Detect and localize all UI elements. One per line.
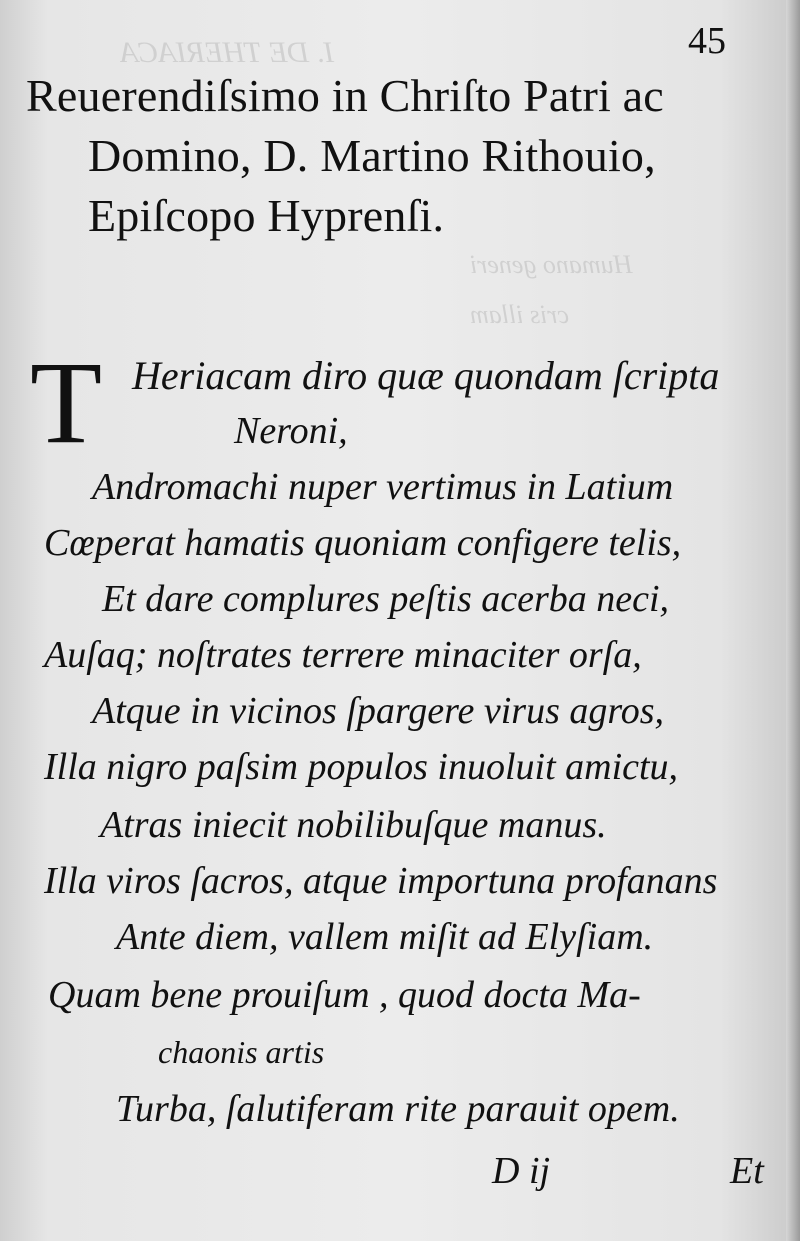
poem-line: Et dare complures peſtis acerba neci, [102,578,670,620]
poem-line: Illa viros ſacros, atque importuna profanans [44,860,718,902]
poem-line: Andromachi nuper vertimus in Latium [92,466,674,508]
drop-cap: T [30,337,103,468]
signature-mark: D ij [492,1150,551,1192]
bleed-through-text: I. DE THERIACA [120,36,335,69]
poem-line: Neroni, [234,410,348,452]
poem-line: chaonis artis [158,1034,325,1070]
poem-line: Auſaq; noſtrates terrere minaciter orſa, [44,634,642,676]
heading-line: Epiſcopo Hyprenſi. [88,190,445,241]
poem-line: Turba, ſalutiferam rite parauit opem. [116,1088,680,1130]
poem-line: Atque in vicinos ſpargere virus agros, [92,690,665,732]
poem-line: Cœperat hamatis quoniam configere telis, [44,522,682,564]
poem-line: Atras iniecit nobilibuſque manus. [100,804,607,846]
bleed-through-text: cris illam [470,300,569,329]
poem-line: Quam bene prouiſum , quod docta Ma- [48,974,641,1016]
catchword: Et [730,1150,764,1192]
bleed-through-text: Humano generi [470,250,633,279]
heading-line: Reuerendiſsimo in Chriſto Patri ac [26,70,664,121]
heading-line: Domino, D. Martino Rithouio, [88,130,656,181]
poem-line: Illa nigro paſsim populos inuoluit amictu, [44,746,679,788]
poem-line: Heriacam diro quæ quondam ſcripta [132,353,720,398]
page-number: 45 [688,20,726,62]
poem-line: Ante diem, vallem miſit ad Elyſiam. [116,916,654,958]
